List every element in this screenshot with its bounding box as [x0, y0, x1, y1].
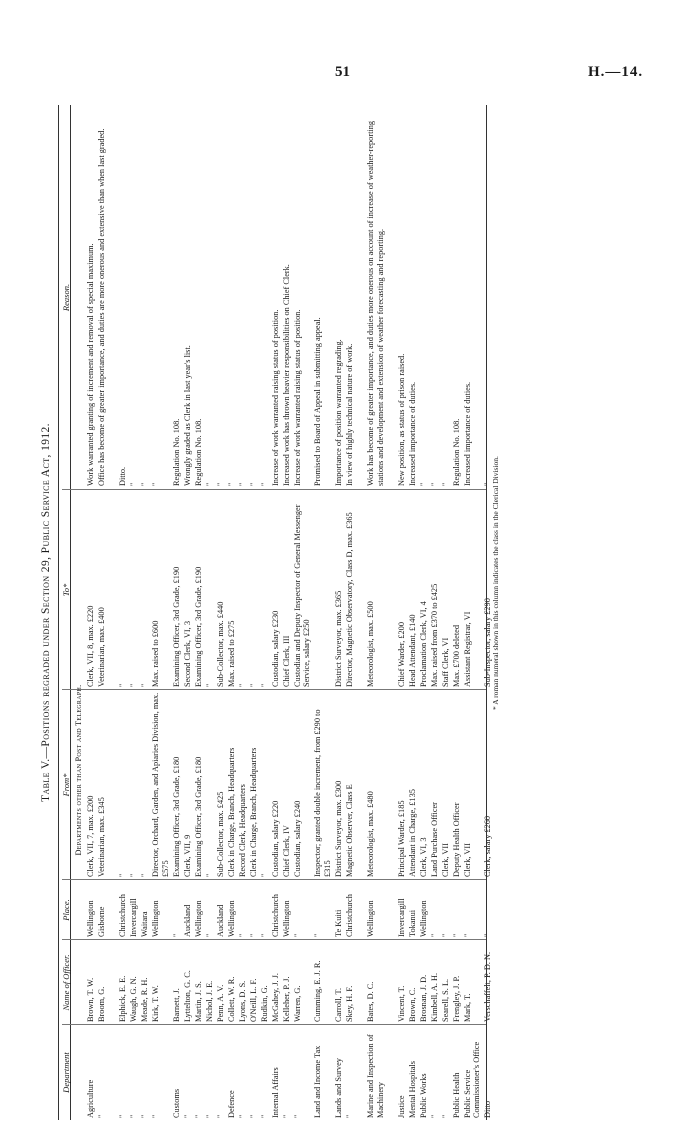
cell-place: Wellington — [226, 900, 236, 937]
cell-department: Public Service Commissioner's Office — [462, 1041, 482, 1118]
cell-reason: " — [139, 482, 149, 486]
cell-reason: " — [483, 482, 493, 486]
cell-from: Veterinarian, max. £345 — [97, 797, 106, 877]
cell-department: " — [182, 1114, 192, 1118]
cell-place: Wellington — [281, 900, 291, 937]
cell-place: Te Kuiti — [334, 909, 344, 937]
cell-name: Bates, D. C. — [366, 981, 375, 1022]
cell-name: Kimbell, A. H. — [429, 972, 439, 1022]
cell-department: " — [117, 1114, 127, 1118]
cell-to: Assistant Registrar, VI — [462, 611, 472, 687]
cell-to: Clerk, VII, 8, max. £220 — [86, 605, 95, 687]
cell-name: Penn, A. V. — [215, 984, 225, 1022]
cell-name: Frengley, J. P. — [451, 975, 461, 1022]
cell-to: Max. raised from £370 to £425 — [429, 583, 439, 687]
cell-to: " — [237, 683, 247, 687]
cell-to: " — [128, 683, 138, 687]
cell-place: Wellington — [86, 900, 95, 937]
cell-from: " — [117, 873, 127, 877]
cell-name: Lyttelton, G. C. — [182, 970, 192, 1022]
cell-from: Principal Warder, £185 — [396, 800, 406, 877]
cell-to: Examining Officer, 3rd Grade, £190 — [171, 566, 181, 687]
cell-reason: " — [204, 482, 214, 486]
cell-reason: " — [215, 482, 225, 486]
section-header: Departments other than Post and Telegraph. — [74, 684, 83, 856]
cell-to: " — [259, 683, 269, 687]
cell-from: Land Purchase Officer — [429, 802, 439, 877]
cell-department: " — [204, 1114, 214, 1118]
col-header-to: To* — [61, 583, 71, 597]
cell-department: " — [97, 1114, 106, 1118]
cell-from: Inspector; granted double increment, from £290 to £315 — [313, 709, 333, 877]
cell-reason: " — [226, 482, 236, 486]
cell-from: Clerk, salary £260 — [483, 815, 493, 877]
cell-name: Rudkin, G. — [259, 985, 269, 1022]
cell-from: Custodian, salary £220 — [270, 800, 280, 877]
column-rule — [62, 1024, 487, 1025]
cell-to: Custodian, salary £230 — [270, 610, 280, 687]
cell-reason: Ditto. — [117, 466, 127, 486]
cell-reason: Promised to Board of Appeal in submitting appeal. — [313, 317, 323, 486]
cell-from: Clerk in Charge, Branch, Headquarters — [248, 747, 258, 877]
cell-from: Examining Officer, 3rd Grade, £180 — [171, 756, 181, 877]
cell-from: Clerk, VII — [440, 843, 450, 877]
cell-department: " — [259, 1114, 269, 1118]
cell-to: Chief Warder, £200 — [396, 622, 406, 687]
cell-reason: Importance of position warranted regrading. — [334, 339, 344, 486]
cell-to: " — [204, 683, 214, 687]
cell-place: " — [429, 933, 439, 937]
cell-to: Custodian and Deputy Inspector of General Messenger Service, salary £250 — [292, 504, 312, 687]
cell-department: " — [128, 1114, 138, 1118]
cell-name: Collett, W. R. — [226, 976, 236, 1022]
cell-to: Proclamation Clerk, VI, 4 — [418, 601, 428, 687]
cell-name: Warren, G. — [292, 985, 302, 1022]
parliamentary-paper-reference: H.—14. — [588, 64, 644, 80]
cell-department: Agriculture — [86, 1079, 95, 1118]
cell-department: Land and Income Tax — [313, 1045, 323, 1118]
cell-department: " — [292, 1114, 302, 1118]
cell-place: " — [483, 933, 493, 937]
cell-department: " — [150, 1114, 160, 1118]
cell-department: Marine and Inspection of Machinery — [366, 1034, 385, 1118]
cell-to: Director, Magnetic Observatory, Class D, max. £365 — [345, 512, 355, 687]
cell-department: " — [440, 1114, 450, 1118]
cell-place: Christchurch — [117, 894, 127, 937]
cell-from: District Surveyor, max. £300 — [334, 780, 344, 877]
col-header-department: Department — [61, 1052, 71, 1093]
cell-name: Elphick, E. E. — [117, 975, 127, 1022]
cell-from: Clerk, VII, 7, max. £200 — [86, 795, 95, 877]
cell-name: Brosnan, J. D. — [418, 974, 428, 1022]
cell-name: Nichol, J. E. — [204, 980, 214, 1022]
cell-department: " — [429, 1114, 439, 1118]
cell-to: Max. £700 deleted — [451, 625, 461, 687]
cell-name: Carroll, T. — [334, 987, 344, 1022]
cell-to: Examining Officer, 3rd Grade, £190 — [193, 566, 203, 687]
cell-name: Lyons, D. S. — [237, 980, 247, 1022]
cell-department: Customs — [171, 1088, 181, 1118]
cell-to: Second Clerk, VI, 3 — [182, 621, 192, 687]
cell-department: Internal Affairs — [270, 1067, 280, 1118]
column-rule — [62, 939, 487, 940]
cell-reason: " — [440, 482, 450, 486]
cell-from: Chief Clerk, IV — [281, 825, 291, 877]
cell-name: Martin, J. S. — [193, 981, 203, 1022]
cell-department: Public Health — [451, 1072, 461, 1118]
cell-name: Broom, G. — [97, 986, 106, 1022]
cell-reason: In view of highly technical nature of work. — [345, 343, 355, 486]
cell-department: Lands and Survey — [334, 1058, 344, 1118]
cell-from: " — [139, 873, 149, 877]
cell-place: Christchurch — [345, 894, 355, 937]
cell-place: Auckland — [215, 904, 225, 937]
cell-to: Staff Clerk, VI — [440, 637, 450, 687]
cell-to: " — [139, 683, 149, 687]
cell-name: Meade, R. H. — [139, 977, 149, 1022]
cell-place: Auckland — [182, 904, 192, 937]
cell-reason: Work has become of greater importance, and duties more onerous on account of increase of weather-reporting stations and development and extension of weather forecasting and reporting. — [366, 120, 385, 486]
cell-department: Ditto — [483, 1100, 493, 1118]
cell-place: Christchurch — [270, 894, 280, 937]
cell-reason: Regulation No. 108. — [451, 418, 461, 486]
cell-place: Wellington — [366, 900, 375, 937]
cell-reason: " — [237, 482, 247, 486]
cell-to: " — [248, 683, 258, 687]
cell-name: O'Neill, L. F. — [248, 978, 258, 1022]
cell-name: Searell, S. L. — [440, 978, 450, 1022]
col-header-from: From* — [61, 773, 71, 797]
cell-name: Mark, T. — [462, 993, 472, 1022]
cell-from: Director, Orchard, Garden, and Apiaries Division, max. £575 — [150, 692, 170, 877]
cell-to: Sub-Inspector, salary £290 — [483, 598, 493, 687]
cell-reason: Increased importance of duties. — [462, 381, 472, 486]
cell-department: " — [215, 1114, 225, 1118]
cell-name: Brown, C. — [407, 987, 417, 1022]
cell-from: Clerk, VI, 3 — [418, 837, 428, 877]
column-rule — [62, 879, 487, 880]
cell-from: Record Clerk, Headquarters — [237, 784, 247, 877]
cell-to: Max. raised to £275 — [226, 620, 236, 687]
cell-from: Clerk in Charge, Branch, Headquarters — [226, 747, 236, 877]
cell-place: " — [237, 933, 247, 937]
cell-department: " — [248, 1114, 258, 1118]
cell-reason: Increased importance of duties. — [407, 381, 417, 486]
cell-name: Vincent, T. — [396, 985, 406, 1022]
cell-place: Waitara — [139, 911, 149, 937]
cell-reason: Work warranted granting of increment and removal of special maximum. — [86, 243, 95, 486]
cell-from: " — [259, 873, 269, 877]
cell-place: Invercargill — [396, 898, 406, 937]
cell-to: Veterinarian, max. £400 — [97, 607, 106, 687]
cell-place: " — [248, 933, 258, 937]
cell-department: " — [237, 1114, 247, 1118]
cell-to: Meteorologist, max. £500 — [366, 601, 375, 687]
cell-place: " — [292, 933, 302, 937]
cell-name: Kelleher, P. J. — [281, 976, 291, 1022]
cell-name: Kirk, T. W. — [150, 985, 160, 1022]
cell-from: Examining Officer, 3rd Grade, £180 — [193, 756, 203, 877]
footnote: * A roman numeral shown in this column indicates the class in the Clerical Division. — [491, 456, 500, 710]
cell-place: Tokanui — [407, 909, 417, 937]
cell-to: Sub-Collector, max. £440 — [215, 601, 225, 687]
cell-reason: Office has become of greater importance, and duties are more onerous and extensive than when last graded. — [97, 128, 106, 486]
table-top-rule — [58, 105, 59, 1120]
cell-place: " — [462, 933, 472, 937]
cell-department: Defence — [226, 1090, 236, 1118]
cell-department: " — [345, 1114, 355, 1118]
cell-from: Sub-Collector, max. £425 — [215, 791, 225, 877]
cell-reason: " — [248, 482, 258, 486]
cell-from: Clerk, VII — [462, 843, 472, 877]
cell-from: Deputy Health Officer — [451, 802, 461, 877]
cell-reason: Increased work has thrown heavier responsibilities on Chief Clerk. — [281, 264, 291, 486]
cell-reason: " — [150, 482, 160, 486]
cell-place: Gisborne — [97, 906, 106, 937]
cell-reason: Increase of work warranted raising status of position. — [270, 309, 280, 486]
cell-reason: Regulation No. 108. — [171, 418, 181, 486]
cell-place: Wellington — [150, 900, 160, 937]
table-title: Table V.—Positions regraded under Section 29, Public Service Act, 1912. — [40, 423, 52, 802]
cell-place: " — [313, 933, 323, 937]
cell-place: Wellington — [418, 900, 428, 937]
cell-reason: " — [128, 482, 138, 486]
cell-department: " — [139, 1114, 149, 1118]
cell-to: Max. raised to £600 — [150, 620, 160, 687]
cell-name: Waugh, G. N. — [128, 976, 138, 1022]
cell-name: Verschaffelt, P. D. N. — [483, 951, 493, 1022]
cell-department: Justice — [396, 1095, 406, 1118]
cell-department: Public Works — [418, 1073, 428, 1118]
cell-reason: Wrongly graded as Clerk in last year's list. — [182, 345, 192, 486]
page-number: 51 — [335, 64, 350, 80]
cell-reason: " — [429, 482, 439, 486]
column-rule — [62, 489, 487, 490]
cell-reason: Regulation No. 108. — [193, 418, 203, 486]
rotated-table — [40, 105, 515, 1120]
cell-name: Cumming, E. J. R. — [313, 960, 323, 1022]
cell-name: McGahey, J. J. — [270, 972, 280, 1022]
cell-from: " — [204, 873, 214, 877]
cell-department: " — [281, 1114, 291, 1118]
cell-place: " — [259, 933, 269, 937]
column-rule — [62, 689, 487, 690]
cell-department: Mental Hospitals — [407, 1061, 417, 1118]
cell-place: " — [451, 933, 461, 937]
cell-from: Custodian, salary £240 — [292, 800, 302, 877]
col-header-place: Place. — [61, 899, 71, 921]
cell-department: " — [193, 1114, 203, 1118]
cell-name: Brown, T. W. — [86, 977, 95, 1022]
cell-from: Attendant in Charge, £135 — [407, 789, 417, 877]
cell-name: Barnett, J. — [171, 988, 181, 1022]
cell-place: " — [171, 933, 181, 937]
cell-from: Magnetic Observer, Class E — [345, 784, 355, 877]
cell-from: Clerk, VII, 9 — [182, 834, 192, 877]
cell-place: " — [440, 933, 450, 937]
col-header-name: Name of Officer. — [61, 954, 71, 1011]
cell-place: Invercargill — [128, 898, 138, 937]
cell-from: " — [128, 873, 138, 877]
col-header-reason: Reason. — [61, 283, 71, 312]
cell-to: District Surveyor, max. £365 — [334, 590, 344, 687]
cell-to: " — [117, 683, 127, 687]
cell-to: Head Attendant, £140 — [407, 614, 417, 687]
cell-place: Wellington — [193, 900, 203, 937]
cell-from: Meteorologist, max. £480 — [366, 791, 375, 877]
cell-reason: New position, as status of prison raised. — [396, 353, 406, 486]
cell-place: " — [204, 933, 214, 937]
cell-reason: " — [259, 482, 269, 486]
cell-name: Skey, H. F. — [345, 985, 355, 1022]
table-bottom-rule — [486, 105, 487, 1120]
cell-reason: Increase of work warranted raising status of position. — [292, 309, 302, 486]
cell-reason: " — [418, 482, 428, 486]
cell-to: Chief Clerk, III — [281, 635, 291, 687]
